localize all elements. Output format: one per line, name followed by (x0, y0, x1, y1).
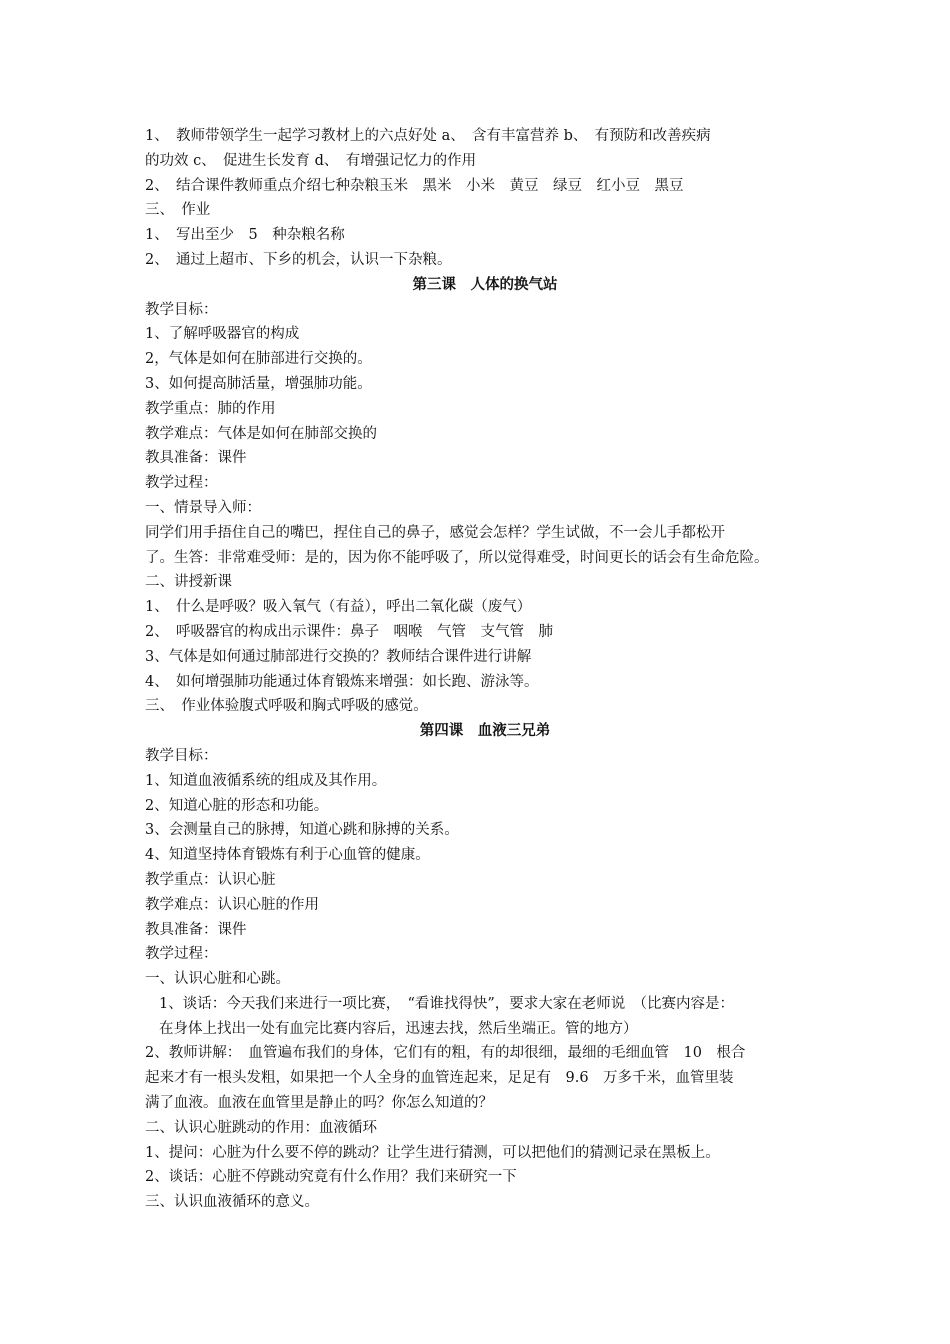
text-line: 3、如何提高肺活量，增强肺功能。 (145, 375, 372, 392)
text-line: 的功效 c、 促进生长发育 d、 有增强记忆力的作用 (145, 152, 477, 169)
text-line: 一、情景导入师： (145, 499, 261, 516)
text-line: 2、谈话：心脏不停跳动究竟有什么作用？我们来研究一下 (145, 1169, 517, 1186)
text-line: 1、知道血液循系统的组成及其作用。 (145, 772, 387, 789)
text-line: 2、 通过上超市、下乡的机会，认识一下杂粮。 (145, 251, 452, 268)
text-line: 2、 呼吸器官的构成出示课件：鼻子 咽喉 气管 支气管 肺 (145, 623, 553, 640)
text-line: 教学目标： (145, 301, 218, 318)
text-line: 教学过程： (145, 475, 218, 492)
text-line: 教学目标： (145, 747, 218, 764)
text-line: 3、会测量自己的脉搏，知道心跳和脉搏的关系。 (145, 822, 459, 839)
text-line: 二、认识心脏跳动的作用：血液循环 (145, 1119, 377, 1136)
text-line: 2、 结合课件教师重点介绍七种杂粮玉米 黑米 小米 黄豆 绿豆 红小豆 黑豆 (145, 177, 684, 194)
text-line: 教学难点：气体是如何在肺部交换的 (145, 425, 377, 442)
text-line: 三、 作业 (145, 202, 211, 219)
text-line: 在身体上找出一处有血完比赛内容后，迅速去找，然后坐端正。管的地方） (159, 1020, 638, 1037)
text-line: 教学难点：认识心脏的作用 (145, 896, 319, 913)
lesson-title: 第三课 人体的换气站 (412, 275, 558, 293)
text-line: 1、 什么是呼吸？吸入氧气（有益），呼出二氧化碳（废气） (145, 599, 532, 616)
text-line: 4、 如何增强肺功能通过体育锻炼来增强：如长跑、游泳等。 (145, 673, 539, 690)
text-line: 教具准备：课件 (145, 921, 247, 938)
text-line: 2，气体是如何在肺部进行交换的。 (145, 351, 372, 368)
text-line: 1、提问：心脏为什么要不停的跳动？让学生进行猜测，可以把他们的猜测记录在黑板上。 (145, 1144, 720, 1161)
text-line: 3、气体是如何通过肺部进行交换的？教师结合课件进行讲解 (145, 648, 532, 665)
text-line: 1、谈话：今天我们来进行一项比赛， “看谁找得快”，要求大家在老师说 （比赛内容是： (159, 995, 735, 1012)
text-line: 1、 教师带领学生一起学习教材上的六点好处 a、 含有丰富营养 b、 有预防和改善疾病 (145, 128, 711, 144)
text-line: 教学重点：肺的作用 (145, 400, 276, 417)
text-line: 二、讲授新课 (145, 574, 232, 591)
text-line: 一、认识心脏和心跳。 (145, 971, 290, 988)
document-page (145, 124, 825, 1215)
text-line: 2、知道心脏的形态和功能。 (145, 797, 329, 814)
text-line: 了。生答：非常难受师：是的，因为你不能呼吸了，所以觉得难受，时间更长的话会有生命危险。 (145, 549, 769, 566)
text-line: 同学们用手捂住自己的嘴巴，捏住自己的鼻子，感觉会怎样？学生试做，不一会儿手都松开 (145, 524, 725, 541)
text-line: 三、认识血液循环的意义。 (145, 1194, 319, 1211)
text-line: 4、知道坚持体育锻炼有利于心血管的健康。 (145, 847, 430, 864)
text-line: 2、教师讲解： 血管遍布我们的身体，它们有的粗，有的却很细，最细的毛细血管 10 根合 (145, 1045, 746, 1062)
text-line: 起来才有一根头发粗，如果把一个人全身的血管连起来，足足有 9.6 万多千米，血管里装 (145, 1070, 734, 1087)
text-line: 教具准备：课件 (145, 450, 247, 467)
text-line: 三、 作业体验腹式呼吸和胸式呼吸的感觉。 (145, 698, 428, 715)
text-line: 1、 写出至少 5 种杂粮名称 (145, 227, 345, 244)
text-line: 满了血液。血液在血管里是静止的吗？你怎么知道的？ (145, 1095, 493, 1112)
text-line: 1、了解呼吸器官的构成 (145, 326, 300, 343)
lesson-title: 第四课 血液三兄弟 (419, 722, 551, 740)
text-line: 教学重点：认识心脏 (145, 871, 276, 888)
text-line: 教学过程： (145, 946, 218, 963)
